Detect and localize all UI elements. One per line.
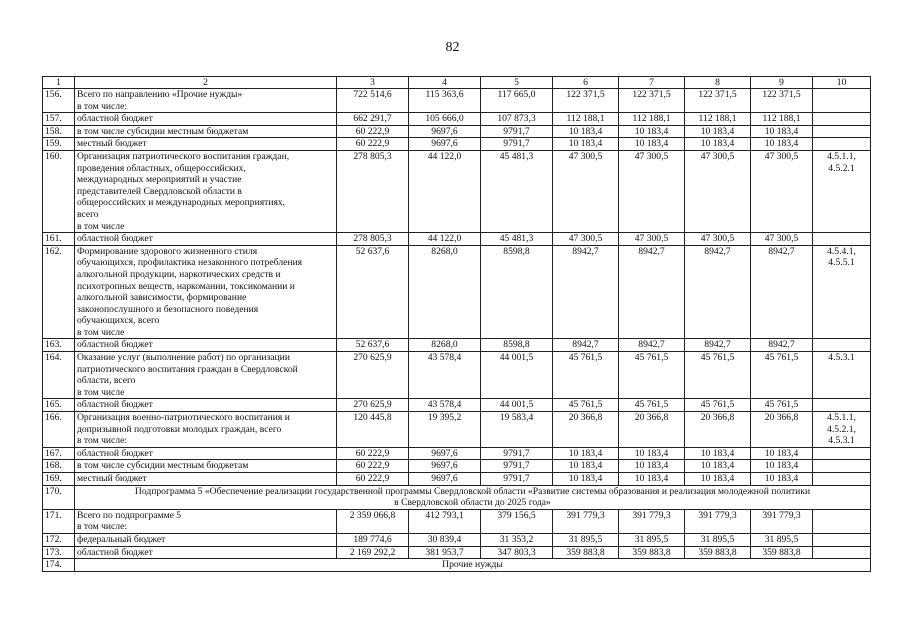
reference-cell (813, 125, 871, 138)
value-cell: 8942,7 (685, 339, 751, 352)
value-cell: 30 839,4 (409, 533, 481, 546)
table-row (43, 150, 871, 232)
value-cell: 10 183,4 (751, 138, 813, 151)
value-cell: 10 183,4 (751, 125, 813, 138)
reference-cell: 4.5.1.1, 4.5.2.1 (813, 150, 871, 232)
value-cell: 10 183,4 (553, 138, 619, 151)
value-cell: 19 583,4 (481, 412, 553, 448)
section-title-cell: Прочие нужды (75, 559, 871, 572)
value-cell: 47 300,5 (553, 150, 619, 232)
value-cell: 45 761,5 (619, 352, 685, 399)
value-cell: 45 761,5 (685, 352, 751, 399)
row-name-cell: областной бюджет (75, 447, 337, 460)
value-cell: 8942,7 (685, 245, 751, 339)
value-cell: 45 761,5 (553, 352, 619, 399)
row-number-cell: 167. (43, 447, 75, 460)
reference-cell (813, 339, 871, 352)
reference-cell (813, 89, 871, 113)
table-row (43, 473, 871, 486)
value-cell: 9697,6 (409, 125, 481, 138)
value-cell: 60 222,9 (337, 473, 409, 486)
value-cell: 47 300,5 (751, 150, 813, 232)
value-cell: 47 300,5 (685, 233, 751, 246)
value-cell: 115 363,6 (409, 89, 481, 113)
value-cell: 44 122,0 (409, 233, 481, 246)
row-name-cell: областной бюджет (75, 399, 337, 412)
row-number-cell: 158. (43, 125, 75, 138)
table-row (43, 460, 871, 473)
value-cell: 10 183,4 (553, 460, 619, 473)
reference-cell (813, 473, 871, 486)
reference-cell (813, 399, 871, 412)
value-cell: 8942,7 (553, 245, 619, 339)
row-number-cell: 173. (43, 546, 75, 559)
value-cell: 10 183,4 (751, 447, 813, 460)
header-cell: 10 (813, 77, 871, 89)
value-cell: 8598,8 (481, 339, 553, 352)
reference-cell (813, 460, 871, 473)
value-cell: 60 222,9 (337, 447, 409, 460)
row-number-cell: 163. (43, 339, 75, 352)
value-cell: 107 873,3 (481, 113, 553, 126)
header-cell: 1 (43, 77, 75, 89)
value-cell: 31 895,5 (553, 533, 619, 546)
row-number-cell: 160. (43, 150, 75, 232)
value-cell: 379 156,5 (481, 509, 553, 533)
row-number-cell: 168. (43, 460, 75, 473)
value-cell: 10 183,4 (751, 460, 813, 473)
table-row (43, 89, 871, 113)
value-cell: 412 793,1 (409, 509, 481, 533)
value-cell: 31 353,2 (481, 533, 553, 546)
value-cell: 391 779,3 (553, 509, 619, 533)
row-name-cell: Организация военно-патриотического воспитания и допризывной подготовки молодых граждан, всего в том числе: (75, 412, 337, 448)
row-number-cell: 166. (43, 412, 75, 448)
table-row (43, 447, 871, 460)
row-name-cell: областной бюджет (75, 233, 337, 246)
reference-cell (813, 138, 871, 151)
table-row (43, 138, 871, 151)
row-number-cell: 161. (43, 233, 75, 246)
value-cell: 112 188,1 (619, 113, 685, 126)
table-row (43, 485, 871, 509)
value-cell: 8942,7 (751, 339, 813, 352)
value-cell: 8942,7 (619, 339, 685, 352)
value-cell: 20 366,8 (553, 412, 619, 448)
page-number: 82 (445, 40, 460, 55)
row-name-cell: областной бюджет (75, 546, 337, 559)
value-cell: 391 779,3 (619, 509, 685, 533)
row-number-cell: 159. (43, 138, 75, 151)
header-row (43, 77, 871, 89)
value-cell: 359 883,8 (751, 546, 813, 559)
value-cell: 8942,7 (751, 245, 813, 339)
row-number-cell: 165. (43, 399, 75, 412)
table-row (43, 245, 871, 339)
value-cell: 9791,7 (481, 125, 553, 138)
value-cell: 120 445,8 (337, 412, 409, 448)
value-cell: 20 366,8 (751, 412, 813, 448)
value-cell: 20 366,8 (685, 412, 751, 448)
reference-cell: 4.5.3.1 (813, 352, 871, 399)
value-cell: 8268,0 (409, 245, 481, 339)
value-cell: 9791,7 (481, 447, 553, 460)
value-cell: 112 188,1 (685, 113, 751, 126)
row-number-cell: 170. (43, 485, 75, 509)
value-cell: 122 371,5 (751, 89, 813, 113)
header-cell: 9 (751, 77, 813, 89)
value-cell: 270 625,9 (337, 399, 409, 412)
value-cell: 8268,0 (409, 339, 481, 352)
value-cell: 122 371,5 (685, 89, 751, 113)
value-cell: 10 183,4 (619, 460, 685, 473)
table-row (43, 412, 871, 448)
header-cell: 5 (481, 77, 553, 89)
value-cell: 105 666,0 (409, 113, 481, 126)
value-cell: 10 183,4 (685, 138, 751, 151)
row-number-cell: 162. (43, 245, 75, 339)
value-cell: 43 578,4 (409, 399, 481, 412)
value-cell: 47 300,5 (685, 150, 751, 232)
header-cell: 7 (619, 77, 685, 89)
value-cell: 9697,6 (409, 447, 481, 460)
row-number-cell: 157. (43, 113, 75, 126)
value-cell: 45 481,3 (481, 233, 553, 246)
value-cell: 10 183,4 (619, 473, 685, 486)
row-number-cell: 171. (43, 509, 75, 533)
value-cell: 31 895,5 (751, 533, 813, 546)
value-cell: 45 761,5 (751, 399, 813, 412)
row-name-cell: федеральный бюджет (75, 533, 337, 546)
value-cell: 2 359 066,8 (337, 509, 409, 533)
value-cell: 52 637,6 (337, 245, 409, 339)
reference-cell (813, 447, 871, 460)
row-name-cell: Всего по подпрограмме 5 в том числе: (75, 509, 337, 533)
value-cell: 10 183,4 (619, 125, 685, 138)
reference-cell: 4.5.1.1, 4.5.2.1, 4.5.3.1 (813, 412, 871, 448)
value-cell: 10 183,4 (685, 460, 751, 473)
value-cell: 47 300,5 (619, 150, 685, 232)
value-cell: 10 183,4 (619, 447, 685, 460)
value-cell: 391 779,3 (685, 509, 751, 533)
value-cell: 10 183,4 (685, 473, 751, 486)
value-cell: 662 291,7 (337, 113, 409, 126)
table-row (43, 546, 871, 559)
row-number-cell: 169. (43, 473, 75, 486)
value-cell: 122 371,5 (553, 89, 619, 113)
value-cell: 60 222,9 (337, 138, 409, 151)
value-cell: 10 183,4 (685, 447, 751, 460)
table-row (43, 533, 871, 546)
value-cell: 391 779,3 (751, 509, 813, 533)
value-cell: 47 300,5 (619, 233, 685, 246)
value-cell: 381 953,7 (409, 546, 481, 559)
value-cell: 9791,7 (481, 138, 553, 151)
table-row (43, 352, 871, 399)
header-cell: 3 (337, 77, 409, 89)
value-cell: 270 625,9 (337, 352, 409, 399)
value-cell: 44 122,0 (409, 150, 481, 232)
value-cell: 112 188,1 (553, 113, 619, 126)
value-cell: 9697,6 (409, 460, 481, 473)
value-cell: 8942,7 (619, 245, 685, 339)
value-cell: 45 481,3 (481, 150, 553, 232)
header-cell: 6 (553, 77, 619, 89)
value-cell: 347 803,3 (481, 546, 553, 559)
reference-cell (813, 533, 871, 546)
value-cell: 112 188,1 (751, 113, 813, 126)
value-cell: 8598,8 (481, 245, 553, 339)
value-cell: 9791,7 (481, 460, 553, 473)
reference-cell: 4.5.4.1, 4.5.5.1 (813, 245, 871, 339)
value-cell: 278 805,3 (337, 233, 409, 246)
value-cell: 359 883,8 (685, 546, 751, 559)
value-cell: 9697,6 (409, 138, 481, 151)
row-number-cell: 172. (43, 533, 75, 546)
value-cell: 44 001,5 (481, 352, 553, 399)
table-row (43, 113, 871, 126)
value-cell: 47 300,5 (751, 233, 813, 246)
row-name-cell: Формирование здорового жизненного стиля обучающихся, профилактика незаконного потребления алкогольной продукции, наркотических средств и психотропных веществ, наркомании, токсикомании и алкогольной зависимости, формирование законопослушного и безопасного поведения обучающихся, всего в том числе (75, 245, 337, 339)
value-cell: 10 183,4 (685, 125, 751, 138)
value-cell: 278 805,3 (337, 150, 409, 232)
value-cell: 359 883,8 (619, 546, 685, 559)
header-cell: 8 (685, 77, 751, 89)
row-name-cell: местный бюджет (75, 473, 337, 486)
table-row (43, 125, 871, 138)
value-cell: 8942,7 (553, 339, 619, 352)
section-title-cell: Подпрограмма 5 «Обеспечение реализации государственной программы Свердловской области «Развитие системы образования и реализация молодежной политики в Свердловской области до 2025 года» (75, 485, 871, 509)
value-cell: 10 183,4 (553, 125, 619, 138)
row-name-cell: в том числе субсидии местным бюджетам (75, 125, 337, 138)
row-name-cell: местный бюджет (75, 138, 337, 151)
value-cell: 45 761,5 (751, 352, 813, 399)
value-cell: 45 761,5 (553, 399, 619, 412)
row-name-cell: Организация патриотического воспитания граждан, проведения областных, общероссийских, международных мероприятий и участие представителей Свердловской области в общероссийских и международных мероприятиях, всего в том числе (75, 150, 337, 232)
value-cell: 122 371,5 (619, 89, 685, 113)
value-cell: 19 395,2 (409, 412, 481, 448)
budget-table (42, 76, 871, 572)
value-cell: 117 665,0 (481, 89, 553, 113)
value-cell: 189 774,6 (337, 533, 409, 546)
value-cell: 31 895,5 (619, 533, 685, 546)
row-name-cell: в том числе субсидии местным бюджетам (75, 460, 337, 473)
reference-cell (813, 546, 871, 559)
reference-cell (813, 509, 871, 533)
row-name-cell: областной бюджет (75, 113, 337, 126)
row-name-cell: Всего по направлению «Прочие нужды» в том числе: (75, 89, 337, 113)
value-cell: 31 895,5 (685, 533, 751, 546)
value-cell: 45 761,5 (685, 399, 751, 412)
row-name-cell: Оказание услуг (выполнение работ) по организации патриотического воспитания граждан в Свердловской области, всего в том числе (75, 352, 337, 399)
value-cell: 10 183,4 (751, 473, 813, 486)
value-cell: 9791,7 (481, 473, 553, 486)
value-cell: 20 366,8 (619, 412, 685, 448)
value-cell: 45 761,5 (619, 399, 685, 412)
row-name-cell: областной бюджет (75, 339, 337, 352)
value-cell: 44 001,5 (481, 399, 553, 412)
row-number-cell: 156. (43, 89, 75, 113)
table-row (43, 339, 871, 352)
value-cell: 9697,6 (409, 473, 481, 486)
value-cell: 47 300,5 (553, 233, 619, 246)
table-row (43, 399, 871, 412)
value-cell: 60 222,9 (337, 125, 409, 138)
value-cell: 10 183,4 (619, 138, 685, 151)
value-cell: 43 578,4 (409, 352, 481, 399)
header-cell: 4 (409, 77, 481, 89)
table-row (43, 233, 871, 246)
value-cell: 60 222,9 (337, 460, 409, 473)
value-cell: 52 637,6 (337, 339, 409, 352)
reference-cell (813, 233, 871, 246)
table-row (43, 559, 871, 572)
header-cell: 2 (75, 77, 337, 89)
row-number-cell: 174. (43, 559, 75, 572)
value-cell: 722 514,6 (337, 89, 409, 113)
reference-cell (813, 113, 871, 126)
row-number-cell: 164. (43, 352, 75, 399)
value-cell: 359 883,8 (553, 546, 619, 559)
value-cell: 2 169 292,2 (337, 546, 409, 559)
table-row (43, 509, 871, 533)
value-cell: 10 183,4 (553, 473, 619, 486)
value-cell: 10 183,4 (553, 447, 619, 460)
